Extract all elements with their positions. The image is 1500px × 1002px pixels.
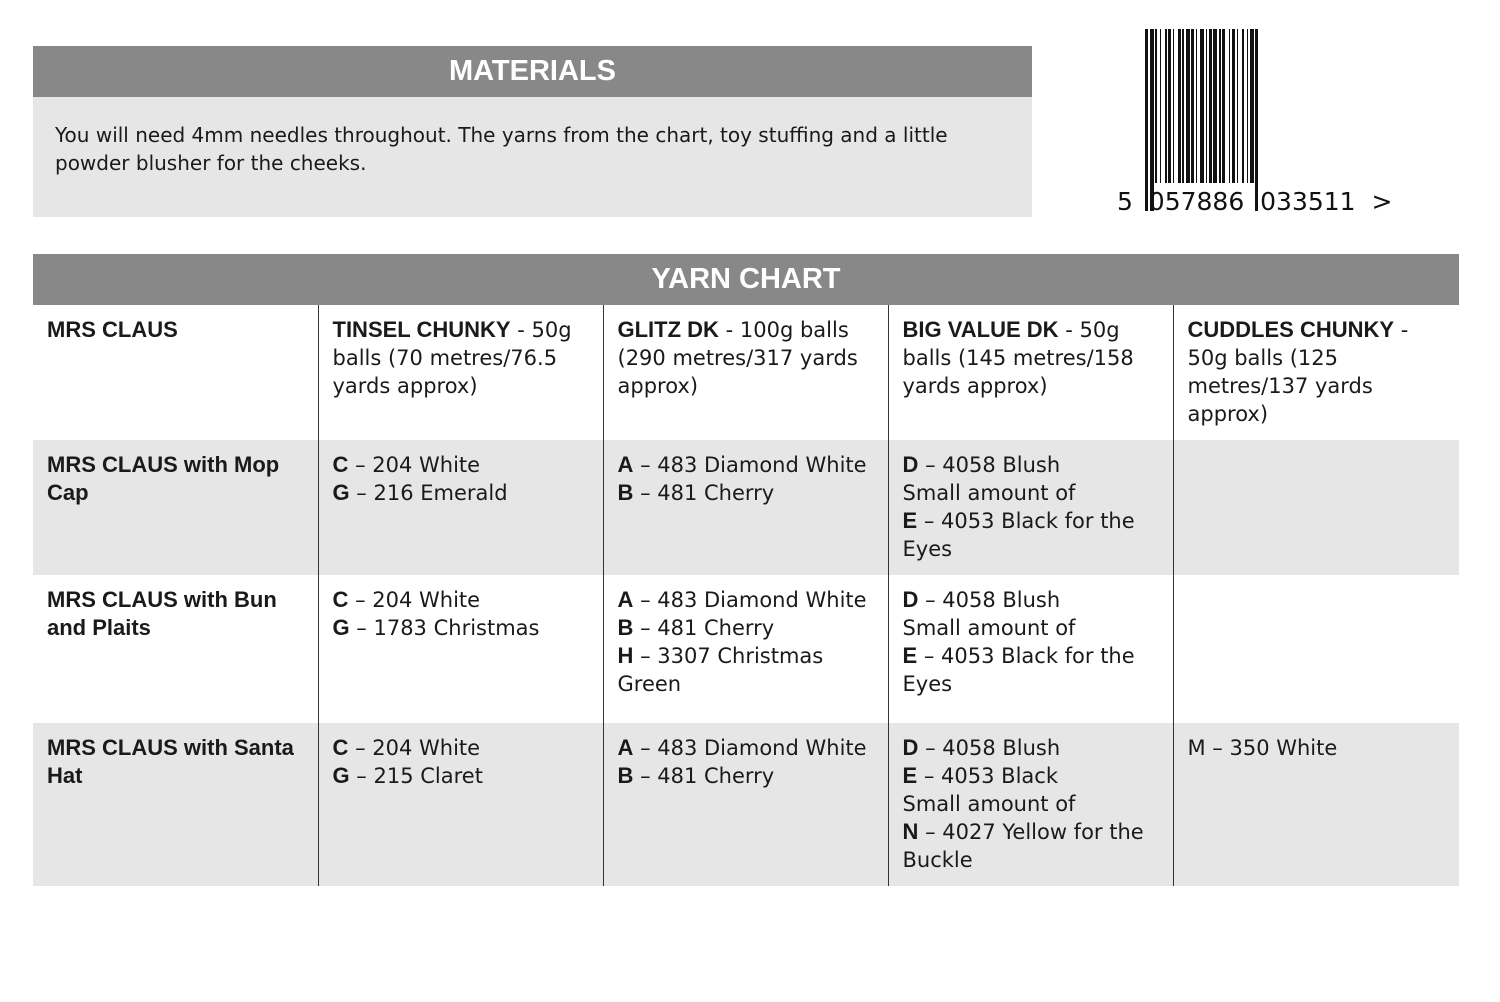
shade-code: A: [617, 452, 634, 477]
shade-text: – 204 White: [348, 453, 481, 477]
yarn-chart: [33, 254, 1459, 886]
barcode-bar: [1196, 29, 1197, 183]
shade-code: C: [332, 587, 349, 612]
row-label: MRS CLAUS with Bun and Plaits: [47, 587, 277, 640]
barcode-graphic: [1115, 29, 1395, 215]
shade-code: G: [332, 763, 350, 788]
yarn-line: [333, 451, 589, 479]
yarn-cell: [318, 575, 603, 723]
shade-code: D: [902, 452, 919, 477]
yarn-line: [618, 762, 874, 790]
yarn-line: [903, 507, 1159, 563]
yarn-description: - 50g balls (125 metres/137 yards approx): [1187, 318, 1409, 426]
barcode-bar: [1209, 29, 1212, 183]
yarn-name: CUDDLES CHUNKY: [1187, 317, 1395, 342]
barcode-bar: [1232, 29, 1235, 183]
shade-text: – 3307 Christmas Green: [617, 644, 824, 696]
table-row: [33, 440, 1459, 575]
barcode-bar: [1219, 29, 1221, 183]
shade-text: Small amount of: [902, 481, 1076, 505]
yarn-line: [903, 451, 1159, 479]
shade-code: B: [617, 615, 634, 640]
barcode-bar: [1200, 29, 1204, 183]
shade-code: C: [332, 735, 349, 760]
yarn-cell: [1173, 723, 1459, 886]
yarn-cell: [603, 575, 888, 723]
shade-text: M – 350 White: [1187, 736, 1338, 760]
barcode-digits: 5 057886 033511 >: [1117, 187, 1393, 215]
table-header-row: [33, 305, 1459, 440]
barcode-bar: [1168, 29, 1171, 183]
shade-text: – 4058 Blush: [918, 588, 1061, 612]
shade-text: – 216 Emerald: [349, 481, 508, 505]
barcode-bar: [1222, 29, 1225, 183]
barcode-bar: [1145, 29, 1148, 211]
table-row: [33, 575, 1459, 723]
materials-panel: [33, 46, 1032, 217]
yarn-cell: [318, 723, 603, 886]
yarn-column-header: [318, 305, 603, 440]
row-label: MRS CLAUS with Mop Cap: [47, 452, 280, 505]
shade-text: – 483 Diamond White: [633, 736, 867, 760]
shade-code: G: [332, 480, 350, 505]
header-label: MRS CLAUS: [47, 317, 178, 342]
yarn-description: - 50g balls (70 metres/76.5 yards approx): [332, 318, 572, 398]
shade-code: B: [617, 763, 634, 788]
barcode-bar: [1150, 29, 1154, 211]
yarn-line: [903, 614, 1159, 642]
yarn-cell: [603, 723, 888, 886]
shade-text: – 4053 Black for the Eyes: [902, 509, 1135, 561]
barcode-bar: [1213, 29, 1217, 183]
yarn-name: BIG VALUE DK: [902, 317, 1059, 342]
shade-text: – 4058 Blush: [918, 453, 1061, 477]
shade-code: D: [902, 587, 919, 612]
yarn-table: [33, 305, 1459, 886]
barcode-bar: [1178, 29, 1181, 183]
shade-code: B: [617, 480, 634, 505]
shade-text: – 483 Diamond White: [633, 453, 867, 477]
barcode: [1115, 29, 1395, 215]
row-label-cell: [33, 723, 318, 886]
shade-text: – 4027 Yellow for the Buckle: [902, 820, 1144, 872]
shade-text: – 215 Claret: [349, 764, 483, 788]
shade-code: D: [902, 735, 919, 760]
yarn-line: [903, 479, 1159, 507]
barcode-bar: [1160, 29, 1161, 183]
barcode-bar: [1191, 29, 1194, 183]
yarn-cell: [888, 723, 1173, 886]
shade-text: – 483 Diamond White: [633, 588, 867, 612]
yarn-description: - 50g balls (145 metres/158 yards approx): [902, 318, 1134, 398]
yarn-cell: [1173, 440, 1459, 575]
shade-text: – 4058 Blush: [918, 736, 1061, 760]
barcode-bar: [1229, 29, 1230, 183]
yarn-line: [618, 734, 874, 762]
shade-text: – 481 Cherry: [633, 616, 775, 640]
shade-code: E: [902, 508, 918, 533]
yarn-line: [903, 762, 1159, 790]
yarn-cell: [888, 440, 1173, 575]
yarn-line: [618, 479, 874, 507]
barcode-bar: [1250, 29, 1254, 183]
barcode-bar: [1242, 29, 1244, 183]
row-label-cell: [33, 575, 318, 723]
yarn-line: [333, 762, 589, 790]
yarn-description: - 100g balls (290 metres/317 yards approx): [617, 318, 858, 398]
yarn-line: [333, 734, 589, 762]
yarn-name: TINSEL CHUNKY: [332, 317, 511, 342]
yarn-line: [903, 642, 1159, 698]
yarn-line: [618, 642, 874, 698]
barcode-bar: [1255, 29, 1258, 211]
shade-code: E: [902, 643, 918, 668]
yarn-chart-title: YARN CHART: [33, 254, 1459, 305]
yarn-cell: [603, 440, 888, 575]
yarn-column-header: [888, 305, 1173, 440]
row-label: MRS CLAUS with Santa Hat: [47, 735, 294, 788]
yarn-line: [618, 614, 874, 642]
yarn-line: [333, 586, 589, 614]
materials-title: MATERIALS: [33, 46, 1032, 97]
yarn-cell: [888, 575, 1173, 723]
header-label-cell: [33, 305, 318, 440]
yarn-line: [333, 479, 589, 507]
barcode-bar: [1182, 29, 1184, 183]
yarn-cell: [1173, 575, 1459, 723]
shade-text: Small amount of: [902, 616, 1076, 640]
shade-text: – 4053 Black: [917, 764, 1058, 788]
shade-text: – 204 White: [348, 736, 481, 760]
barcode-bar: [1173, 29, 1174, 183]
table-row: [33, 723, 1459, 886]
barcode-bar: [1155, 29, 1157, 183]
yarn-line: [903, 586, 1159, 614]
yarn-line: [903, 790, 1159, 818]
barcode-bar: [1247, 29, 1248, 183]
shade-text: – 4053 Black for the Eyes: [902, 644, 1135, 696]
shade-code: E: [902, 763, 918, 788]
shade-code: G: [332, 615, 350, 640]
row-label-cell: [33, 440, 318, 575]
yarn-column-header: [603, 305, 888, 440]
yarn-line: [903, 734, 1159, 762]
materials-text: You will need 4mm needles throughout. The yarns from the chart, toy stuffing and a little powder blusher for the cheeks.: [55, 123, 948, 175]
barcode-bar: [1186, 29, 1190, 183]
shade-text: – 204 White: [348, 588, 481, 612]
yarn-line: [903, 818, 1159, 874]
yarn-column-header: [1173, 305, 1459, 440]
yarn-line: [1188, 734, 1446, 762]
shade-code: N: [902, 819, 919, 844]
shade-code: A: [617, 587, 634, 612]
barcode-bar: [1165, 29, 1167, 183]
yarn-name: GLITZ DK: [617, 317, 719, 342]
shade-text: – 481 Cherry: [633, 481, 775, 505]
barcode-bar: [1237, 29, 1238, 183]
yarn-line: [333, 614, 589, 642]
shade-code: H: [617, 643, 634, 668]
barcode-bar: [1206, 29, 1207, 183]
shade-text: Small amount of: [902, 792, 1076, 816]
yarn-line: [618, 451, 874, 479]
shade-code: C: [332, 452, 349, 477]
yarn-line: [618, 586, 874, 614]
shade-text: – 1783 Christmas: [349, 616, 540, 640]
yarn-cell: [318, 440, 603, 575]
shade-text: – 481 Cherry: [633, 764, 775, 788]
shade-code: A: [617, 735, 634, 760]
